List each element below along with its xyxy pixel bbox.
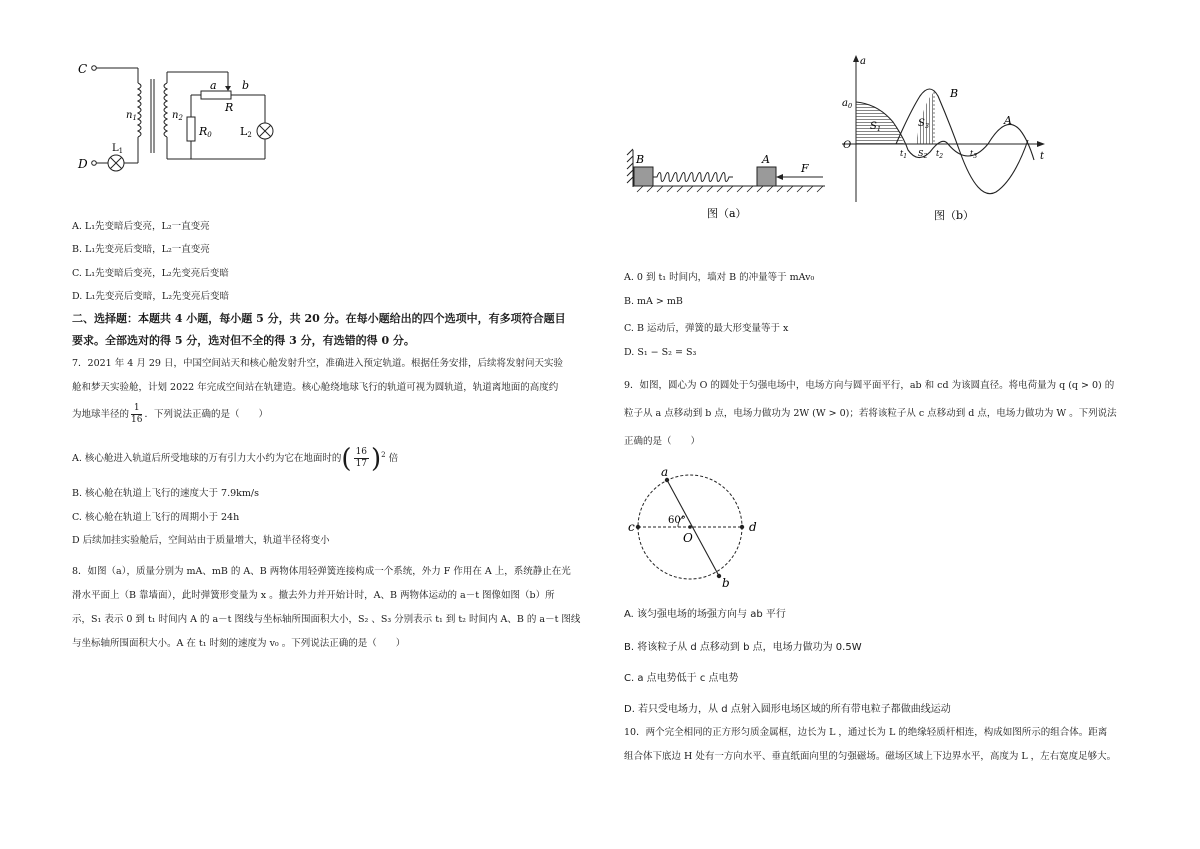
label-r: R	[225, 101, 234, 114]
label-b: b	[242, 79, 250, 92]
label-c: C	[78, 62, 88, 76]
origin-label: O	[843, 140, 852, 151]
label-a0: $a_0$	[842, 98, 853, 110]
q7-option-c[interactable]: C. 核心舱在轨道上飞行的周期小于 24h	[72, 512, 240, 523]
q7-stem: 7．2021 年 4 月 29 日，中国空间站天和核心舱发射升空，准确进入预定轨道。根据任务安排，后续将发射问天实验 舱和梦天实验舱，计划 2022 年完成空间站在轨建造。核心舱绕地球飞行的轨道可视为圆轨道，轨道离地面的高度约 为地球半径的 $\frac{1}{16}$ ．下列说法正确的是（ ）	[72, 358, 563, 425]
q8-option-b[interactable]: B. mA > mB	[624, 296, 683, 307]
label-s1: $S_1$	[870, 121, 881, 133]
label-l2: L2	[240, 125, 252, 139]
axis-t-label: t	[1040, 151, 1045, 162]
section-2-heading: 二、选择题：本题共 4 小题，每小题 5 分，共 20 分。在每小题给出的四个选项中，有多项符合题目 要求。全部选对的得 5 分，选对但不全的得 3 分，有选错的得 0 分。	[72, 312, 566, 347]
label-d: D	[78, 157, 88, 171]
point-c: c	[628, 520, 635, 534]
curve-b-label: B	[950, 87, 959, 100]
q9-option-c[interactable]: C. a 点电势低于 c 点电势	[624, 673, 739, 684]
label-s2: $S_2$	[918, 149, 928, 160]
transformer-circuit-diagram	[70, 55, 285, 180]
q9-option-d[interactable]: D. 若只受电场力，从 d 点射入圆形电场区域的所有带电粒子都做曲线运动	[624, 704, 951, 715]
figure-b-at-graph	[838, 52, 1053, 227]
q7-fraction: $\frac{1}{16}$	[131, 403, 143, 425]
q8-option-a[interactable]: A. 0 到 t₁ 时间内，墙对 B 的冲量等于 mAv₀	[624, 272, 815, 283]
point-a: a	[661, 466, 669, 479]
q7-option-a[interactable]: A. 核心舱进入轨道后所受地球的万有引力大小约为它在地面时的( $\frac{16}{17}$ )$^2$ 倍	[72, 443, 399, 474]
q9-option-b[interactable]: B. 将该粒子从 d 点移动到 b 点，电场力做功为 0.5W	[624, 642, 862, 653]
q6-option-c[interactable]: C. L₁先变暗后变亮，L₂先变亮后变暗	[72, 268, 229, 279]
figure-a-caption: 图（a）	[707, 207, 747, 220]
q8-option-d[interactable]: D. S₁ − S₂ = S₃	[624, 347, 697, 358]
figure-a-spring-system	[625, 145, 830, 225]
point-d: d	[749, 520, 757, 534]
label-l1: $L_1$	[112, 143, 124, 155]
label-force-f: F	[801, 162, 809, 175]
label-r0: R0	[199, 125, 212, 139]
label-t1: $t_1$	[900, 149, 908, 160]
q9-circle-diagram	[628, 466, 768, 588]
axis-a-label: a	[860, 56, 866, 67]
label-n2: $n_2$	[172, 110, 183, 122]
angle-label: 60°	[668, 515, 686, 526]
q6-option-b[interactable]: B. L₁先变亮后变暗，L₂一直变亮	[72, 244, 210, 255]
q8-stem: 8．如图（a），质量分别为 mA、mB 的 A、B 两物体用轻弹簧连接构成一个系统，外力 F 作用在 A 上，系统静止在光 滑水平面上（B 靠墙面），此时弹簧形变量为 x 。撤去外力并开始计时，A、B 两物体运动的 a－t 图像如图（b）所 示，S₁ 表示 0 到 t₁ 时间内 A 的 a－t 图线与坐标轴所围面积大小，S₂ 、S₃ 分别表示 t₁ 到 t₂ 时间内 A、B 的 a－t 图线 与坐标轴所围面积大小。A 在 t₁ 时刻的速度为 v₀ 。下列说法正确的是（ ）	[72, 566, 581, 649]
q7-option-b[interactable]: B. 核心舱在轨道上飞行的速度大于 7.9km/s	[72, 488, 259, 499]
q9-option-a[interactable]: A. 该匀强电场的场强方向与 ab 平行	[624, 609, 786, 620]
label-block-b: B	[636, 153, 645, 166]
q10-stem: 10．两个完全相同的正方形匀质金属框，边长为 L ，通过长为 L 的绝缘轻质杆相连，构成如图所示的组合体。距离 组合体下底边 H 处有一方向水平、垂直纸面向里的匀强磁场。磁场区域上下边界水平，高度为 L ，左右宽度足够大。	[624, 727, 1117, 762]
q7-option-d[interactable]: D 后续加挂实验舱后，空间站由于质量增大，轨道半径将变小	[72, 535, 330, 546]
q6-option-a[interactable]: A. L₁先变暗后变亮，L₂一直变亮	[72, 221, 210, 232]
label-t2: $t_2$	[936, 149, 944, 160]
center-o: O	[683, 531, 693, 545]
label-block-a: A	[762, 153, 770, 166]
curve-a-label: A	[1004, 114, 1012, 127]
point-b: b	[722, 576, 730, 588]
label-n1: $n_1$	[126, 110, 137, 122]
figure-b-caption: 图（b）	[934, 209, 975, 222]
label-a: a	[210, 79, 217, 92]
q6-option-d[interactable]: D. L₁先变亮后变暗，L₂先变亮后变暗	[72, 291, 230, 302]
label-t3: $t_3$	[970, 149, 978, 160]
q9-stem: 9．如图，圆心为 O 的圆处于匀强电场中，电场方向与圆平面平行，ab 和 cd 为该圆直径。将电荷量为 q (q > 0) 的 粒子从 a 点移动到 b 点，电场力做功为 2W (W > 0)；若将该粒子从 c 点移动到 d 点，电场力做功为 W 。下列说法 正确的是（ ）	[624, 380, 1117, 447]
label-s3: $S_3$	[918, 118, 929, 130]
q8-option-c[interactable]: C. B 运动后，弹簧的最大形变量等于 x	[624, 323, 789, 334]
